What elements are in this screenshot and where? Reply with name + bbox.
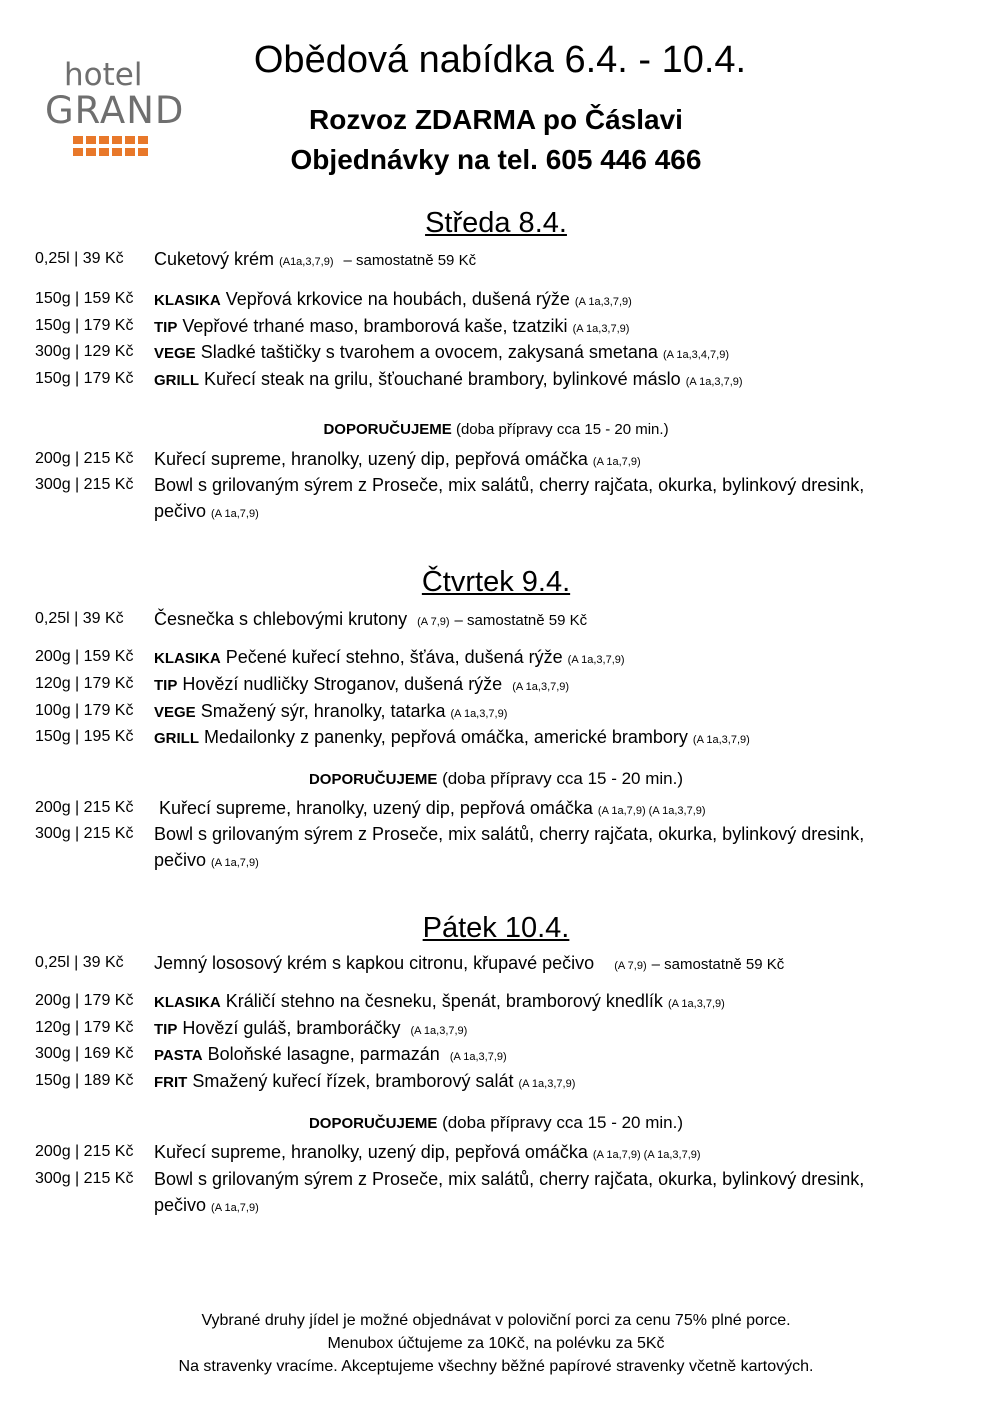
recommend-label: DOPORUČUJEME: [323, 421, 452, 438]
dish-name: Králičí stehno na česneku, špenát, bramborový knedlík: [225, 991, 663, 1011]
dish-name: Vepřová krkovice na houbách, dušená rýže: [225, 289, 570, 309]
qty-price: 120g | 179 Kč: [35, 675, 134, 692]
allergens: (A 1a,7,9): [211, 857, 259, 869]
dish-name: Pečené kuřecí stehno, šťáva, dušená rýže: [225, 647, 563, 667]
footer-line: Na stravenky vracíme. Akceptujeme všechny běžné papírové stravenky včetně kartových.: [178, 1358, 814, 1375]
dish-name: Hovězí nudličky Stroganov, dušená rýže: [182, 674, 503, 694]
dish-name: Bowl s grilovaným sýrem z Proseče, mix salátů, cherry rajčata, okurka, bylinkový dresink,: [154, 1169, 865, 1189]
category-tag: GRILL: [154, 372, 199, 389]
day-heading: Čtvrtek 9.4.: [421, 566, 571, 598]
qty-price: 200g | 215 Kč: [35, 799, 134, 816]
dish-name: Sladké taštičky s tvarohem a ovocem, zakysaná smetana: [200, 342, 658, 362]
allergens: (A 1a,7,9): [211, 1202, 259, 1214]
allergens: (A 7,9): [614, 960, 647, 972]
page-title: Obědová nabídka 6.4. - 10.4.: [253, 39, 747, 81]
allergens: (A 1a,7,9) (A 1a,3,7,9): [592, 1149, 701, 1161]
category-tag: TIP: [154, 1021, 178, 1038]
dish-name: Vepřové trhané maso, bramborová kaše, tzatziki: [182, 316, 568, 336]
allergens: (A 1a,3,7,9): [567, 654, 625, 666]
soup-side-price: – samostatně 59 Kč: [343, 252, 477, 269]
recommend-heading: [0, 769, 992, 789]
soup-qty-price: 0,25l | 39 Kč: [35, 954, 124, 971]
category-tag: KLASIKA: [154, 292, 221, 309]
allergens: (A 1a,3,7,9): [667, 998, 725, 1010]
dish-name-cont: pečivo: [154, 501, 207, 521]
category-tag: VEGE: [154, 704, 196, 721]
dish-name: Kuřecí supreme, hranolky, uzený dip, pepřová omáčka: [159, 798, 593, 818]
dish-name: Kuřecí supreme, hranolky, uzený dip, pepřová omáčka: [154, 1142, 588, 1162]
allergens: (A 1a,7,9) (A 1a,3,7,9): [597, 805, 706, 817]
qty-price: 200g | 215 Kč: [35, 450, 134, 467]
soup-name: Cuketový krém: [154, 249, 275, 269]
allergens: (A 1a,3,7,9): [685, 376, 743, 388]
recommend-heading: [0, 421, 992, 438]
category-tag: KLASIKA: [154, 994, 221, 1011]
allergens: (A 1a,3,7,9): [449, 1051, 507, 1063]
soup-qty-price: 0,25l | 39 Kč: [35, 250, 124, 267]
allergens: (A 1a,3,7,9): [518, 1078, 576, 1090]
allergens: (A 1a,3,7,9): [692, 734, 750, 746]
category-tag: PASTA: [154, 1047, 203, 1064]
recommend-label: DOPORUČUJEME: [308, 771, 438, 788]
allergens: (A1a,3,7,9): [279, 256, 334, 268]
dish-name: Hovězí guláš, bramboráčky: [182, 1018, 401, 1038]
dish-name-cont: pečivo: [154, 850, 207, 870]
recommend-note: (doba přípravy cca 15 - 20 min.): [442, 1113, 684, 1132]
dish-name: Bowl s grilovaným sýrem z Proseče, mix salátů, cherry rajčata, okurka, bylinkový dresink,: [154, 824, 865, 844]
qty-price: 150g | 159 Kč: [35, 290, 134, 307]
dish-name: Boloňské lasagne, parmazán: [207, 1044, 440, 1064]
allergens: (A 1a,7,9): [211, 508, 259, 520]
allergens: (A 1a,7,9): [592, 456, 641, 468]
footer-line: Menubox účtujeme za 10Kč, na polévku za 5Kč: [327, 1335, 665, 1352]
qty-price: 200g | 179 Kč: [35, 992, 134, 1009]
category-tag: TIP: [154, 319, 178, 336]
logo-grand-text: GRAND: [45, 89, 185, 132]
dish-name: Smažený kuřecí řízek, bramborový salát: [192, 1071, 514, 1091]
qty-price: 150g | 179 Kč: [35, 370, 134, 387]
qty-price: 150g | 179 Kč: [35, 317, 134, 334]
qty-price: 200g | 215 Kč: [35, 1143, 134, 1160]
allergens: (A 1a,3,4,7,9): [662, 349, 729, 361]
category-tag: GRILL: [154, 730, 199, 747]
qty-price: 300g | 215 Kč: [35, 1170, 134, 1187]
category-tag: TIP: [154, 677, 178, 694]
allergens: (A 1a,3,7,9): [572, 323, 630, 335]
allergens: (A 1a,3,7,9): [512, 681, 570, 693]
logo-stripe-bottom: [73, 148, 180, 156]
day-heading: Středa 8.4.: [425, 207, 567, 239]
qty-price: 300g | 129 Kč: [35, 343, 134, 360]
soup-side-price: – samostatně 59 Kč: [454, 612, 588, 629]
category-tag: VEGE: [154, 345, 196, 362]
order-phone: Objednávky na tel. 605 446 466: [290, 144, 702, 175]
dish-name: Bowl s grilovaným sýrem z Proseče, mix salátů, cherry rajčata, okurka, bylinkový dresink,: [154, 475, 865, 495]
dish-name: Medailonky z panenky, pepřová omáčka, americké brambory: [204, 727, 688, 747]
day-heading: Pátek 10.4.: [422, 912, 570, 944]
qty-price: 120g | 179 Kč: [35, 1019, 134, 1036]
soup-name: Česnečka s chlebovými krutony: [154, 609, 408, 629]
delivery-note: Rozvoz ZDARMA po Čáslavi: [309, 104, 683, 135]
soup-side-price: – samostatně 59 Kč: [651, 956, 785, 973]
allergens: (A 1a,3,7,9): [574, 296, 632, 308]
recommend-note: (doba přípravy cca 15 - 20 min.): [455, 421, 669, 438]
qty-price: 150g | 195 Kč: [35, 728, 134, 745]
footer-line: Vybrané druhy jídel je možné objednávat v poloviční porci za cenu 75% plné porce.: [201, 1312, 791, 1329]
qty-price: 300g | 215 Kč: [35, 476, 134, 493]
qty-price: 100g | 179 Kč: [35, 702, 134, 719]
soup-qty-price: 0,25l | 39 Kč: [35, 610, 124, 627]
footer-notes: [0, 1309, 992, 1378]
qty-price: 150g | 189 Kč: [35, 1072, 134, 1089]
dish-name: Smažený sýr, hranolky, tatarka: [200, 701, 446, 721]
recommend-label: DOPORUČUJEME: [308, 1115, 438, 1132]
logo-stripe-top: [73, 136, 180, 144]
dish-name: Kuřecí supreme, hranolky, uzený dip, pepřová omáčka: [154, 449, 588, 469]
soup-name: Jemný lososový krém s kapkou citronu, křupavé pečivo: [154, 953, 595, 973]
qty-price: 200g | 159 Kč: [35, 648, 134, 665]
category-tag: KLASIKA: [154, 650, 221, 667]
allergens: (A 1a,3,7,9): [410, 1025, 468, 1037]
logo-hotel-text: hotel: [64, 57, 143, 93]
dish-name-cont: pečivo: [154, 1195, 207, 1215]
category-tag: FRIT: [154, 1074, 188, 1091]
qty-price: 300g | 169 Kč: [35, 1045, 134, 1062]
allergens: (A 7,9): [417, 616, 450, 628]
recommend-note: (doba přípravy cca 15 - 20 min.): [442, 769, 684, 788]
hotel-logo: [45, 57, 185, 156]
dish-name: Kuřecí steak na grilu, šťouchané brambory, bylinkové máslo: [204, 369, 681, 389]
qty-price: 300g | 215 Kč: [35, 825, 134, 842]
recommend-heading: [0, 1113, 992, 1133]
allergens: (A 1a,3,7,9): [450, 708, 508, 720]
